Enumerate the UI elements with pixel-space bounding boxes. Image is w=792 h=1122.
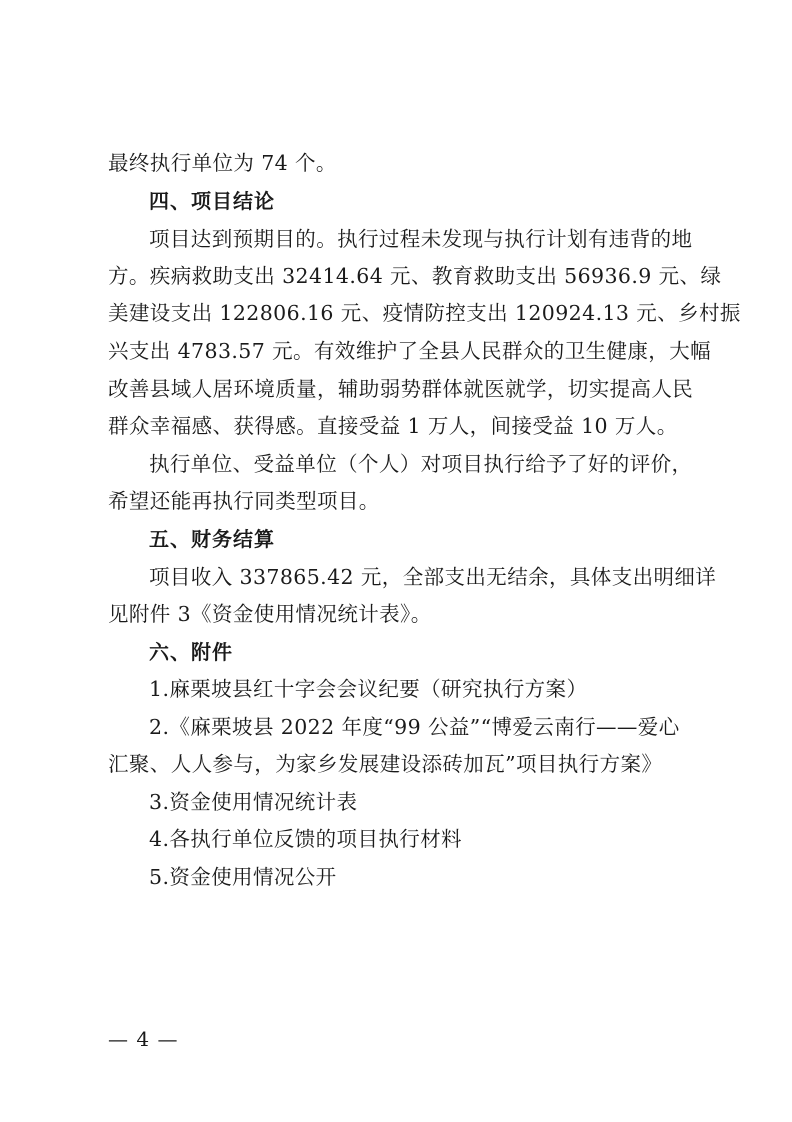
paragraph-line: 兴支出 4783.57 元。有效维护了全县人民群众的卫生健康，大幅	[108, 339, 712, 363]
paragraph-line: 最终执行单位为 74 个。	[108, 151, 337, 175]
paragraph-line: 群众幸福感、获得感。直接受益 1 万人，间接受益 10 万人。	[108, 414, 678, 438]
attachment-item: 2.《麻栗坡县 2022 年度“99 公益”“博爱云南行——爱心	[149, 715, 680, 739]
section-heading-finance: 五、财务结算	[149, 527, 275, 551]
paragraph-line: 执行单位、受益单位（个人）对项目执行给予了好的评价，	[149, 452, 693, 476]
attachment-item: 5.资金使用情况公开	[149, 865, 337, 889]
paragraph-line: 美建设支出 122806.16 元、疫情防控支出 120924.13 元、乡村振	[108, 301, 741, 325]
attachment-item-continued: 汇聚、人人参与，为家乡发展建设添砖加瓦”项目执行方案》	[108, 752, 663, 776]
page-number: — 4 —	[108, 1027, 179, 1051]
paragraph-line: 方。疾病救助支出 32414.64 元、教育救助支出 56936.9 元、绿	[108, 264, 722, 288]
paragraph-line: 希望还能再执行同类型项目。	[108, 489, 380, 513]
attachment-item: 4.各执行单位反馈的项目执行材料	[149, 827, 462, 851]
section-heading-attachments: 六、附件	[149, 640, 233, 664]
section-heading-conclusion: 四、项目结论	[149, 189, 275, 213]
paragraph-line: 改善县域人居环境质量，辅助弱势群体就医就学，切实提高人民	[108, 377, 694, 401]
attachment-item: 1.麻栗坡县红十字会会议纪要（研究执行方案）	[149, 677, 588, 701]
paragraph-line: 见附件 3《资金使用情况统计表》。	[108, 602, 432, 626]
paragraph-line: 项目达到预期目的。执行过程未发现与执行计划有违背的地	[149, 227, 693, 251]
attachment-item: 3.资金使用情况统计表	[149, 790, 358, 814]
paragraph-line: 项目收入 337865.42 元，全部支出无结余，具体支出明细详	[149, 565, 717, 589]
